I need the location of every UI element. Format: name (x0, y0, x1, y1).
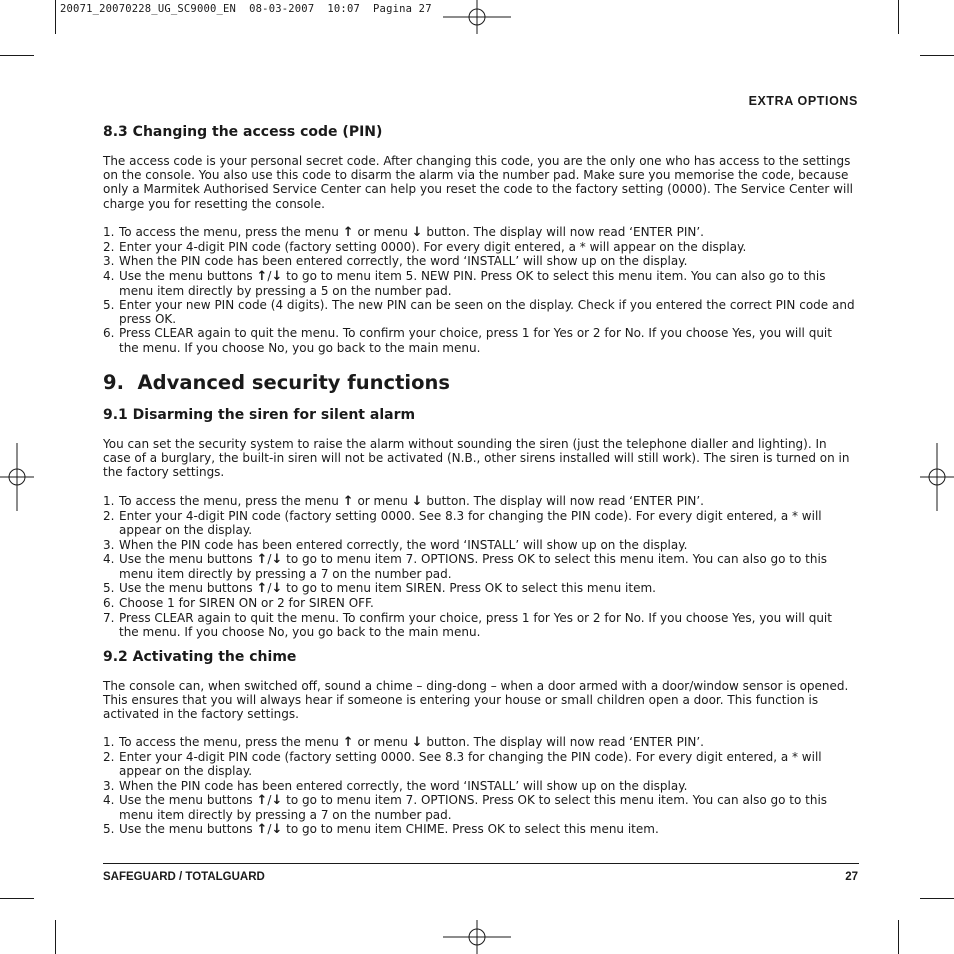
down-arrow-icon: ↓ (411, 494, 423, 509)
step-number: 3. (103, 537, 115, 552)
up-arrow-icon: ↑ (342, 225, 354, 240)
list-item (103, 552, 855, 581)
step-number: 1. (103, 225, 115, 239)
step-number: 3. (103, 254, 115, 269)
list-item (103, 611, 855, 639)
step-text: or menu (353, 225, 412, 239)
down-arrow-icon: ↓ (271, 822, 283, 838)
step-text: to go to menu item 5. NEW PIN. Press OK to select this menu item. You can also go to this menu item directly by pressing a 5 on the number pad. (119, 268, 826, 298)
section-8-3-title: 8.3 Changing the access code (PIN) (103, 124, 383, 140)
list-item (103, 254, 855, 268)
step-number: 5. (103, 581, 115, 596)
list-item (103, 793, 855, 822)
step-text: Use the menu buttons (119, 268, 257, 283)
down-arrow-icon: ↓ (271, 551, 283, 567)
step-text: to go to menu item 7. OPTIONS. Press OK to select this menu item. You can also go to this menu item directly by pressing a 7 on the number pad. (119, 792, 828, 823)
list-item (103, 596, 855, 610)
section-9-2-title: 9.2 Activating the chime (103, 649, 297, 665)
section-8-3-steps (103, 225, 855, 355)
step-number: 1. (103, 494, 115, 508)
step-text: Enter your 4-digit PIN code (factory setting 0000. See 8.3 for changing the PIN code). For every digit entered, a * will appear on the display. (119, 750, 822, 779)
step-text: to go to menu item CHIME. Press OK to select this menu item. (282, 822, 659, 837)
crop-mark (0, 55, 34, 56)
step-text: When the PIN code has been entered correctly, the word ‘INSTALL’ will show up on the display. (119, 254, 688, 269)
step-text: To access the menu, press the menu (119, 225, 343, 239)
step-text: To access the menu, press the menu (119, 494, 343, 508)
list-item (103, 735, 855, 750)
crop-mark (55, 0, 56, 34)
step-number: 4. (103, 551, 115, 566)
list-item (103, 581, 855, 596)
print-slug: 20071_20070228_UG_SC9000_EN 08-03-2007 10:07 Pagina 27 (60, 3, 432, 15)
up-arrow-icon: ↑ (342, 494, 354, 509)
down-arrow-icon: ↓ (271, 581, 283, 597)
up-arrow-icon: ↑ (256, 268, 268, 284)
step-text: Use the menu buttons (119, 581, 257, 596)
step-text: Press CLEAR again to quit the menu. To confirm your choice, press 1 for Yes or 2 for No. If you choose Yes, you will quit the menu. If you choose No, you go back to the main menu. (119, 610, 832, 639)
step-text: Enter your new PIN code (4 digits). The new PIN can be seen on the display. Check if you entered the correct PIN code and press OK. (119, 298, 855, 327)
step-text: Use the menu buttons (119, 822, 257, 837)
section-9-1-title: 9.1 Disarming the siren for silent alarm (103, 407, 416, 423)
list-item (103, 240, 855, 254)
step-text: To access the menu, press the menu (119, 735, 343, 749)
down-arrow-icon: ↓ (411, 225, 423, 240)
registration-mark-icon (443, 920, 511, 954)
page-number: 27 (845, 871, 858, 883)
list-item (103, 750, 855, 778)
step-number: 1. (103, 735, 115, 749)
registration-mark-icon (0, 443, 34, 511)
step-number: 2. (103, 509, 115, 524)
step-number: 5. (103, 298, 115, 313)
crop-mark (898, 0, 899, 34)
step-number: 2. (103, 750, 115, 765)
step-text: / (267, 792, 272, 807)
running-header: EXTRA OPTIONS (748, 94, 858, 108)
list-item (103, 298, 855, 326)
list-item (103, 538, 855, 552)
step-text: / (267, 581, 272, 596)
up-arrow-icon: ↑ (256, 792, 268, 808)
step-text: When the PIN code has been entered correctly, the word ‘INSTALL’ will show up on the display. (119, 778, 688, 793)
crop-mark (55, 920, 56, 954)
step-text: / (267, 551, 272, 566)
step-number: 6. (103, 326, 115, 341)
list-item (103, 494, 855, 509)
step-text: / (267, 822, 272, 837)
list-item (103, 822, 855, 837)
up-arrow-icon: ↑ (256, 581, 268, 597)
step-text: Choose 1 for SIREN ON or 2 for SIREN OFF. (119, 596, 374, 611)
step-text: / (267, 268, 272, 283)
list-item (103, 269, 855, 298)
registration-mark-icon (920, 443, 954, 511)
step-text: button. The display will now read ‘ENTER PIN’. (422, 225, 704, 239)
down-arrow-icon: ↓ (271, 792, 283, 808)
section-9-1-intro: You can set the security system to raise the alarm without sounding the siren (just the telephone dialler and lighting). In case of a burglary, the built-in siren will not be activated (N.B., other sirens installed will still work). The siren is turned on in the factory settings. (103, 437, 850, 480)
down-arrow-icon: ↓ (411, 735, 423, 750)
list-item (103, 509, 855, 537)
section-9-2-steps (103, 735, 855, 837)
registration-mark-icon (443, 0, 511, 34)
list-item (103, 225, 855, 240)
up-arrow-icon: ↑ (256, 822, 268, 838)
crop-mark (920, 55, 954, 56)
crop-mark (898, 920, 899, 954)
step-text: or menu (353, 735, 412, 749)
up-arrow-icon: ↑ (256, 551, 268, 567)
section-9-2-intro: The console can, when switched off, sound a chime – ding-dong – when a door armed with a door/window sensor is opened. This ensures that you will always hear if someone is entering your house or small children open a door. This function is activated in the factory settings. (103, 679, 849, 722)
step-number: 4. (103, 792, 115, 807)
footer-title: SAFEGUARD / TOTALGUARD (103, 871, 265, 883)
list-item (103, 779, 855, 793)
step-text: When the PIN code has been entered correctly, the word ‘INSTALL’ will show up on the display. (119, 537, 688, 552)
step-number: 3. (103, 778, 115, 793)
step-number: 4. (103, 268, 115, 283)
up-arrow-icon: ↑ (342, 735, 354, 750)
step-text: to go to menu item 7. OPTIONS. Press OK to select this menu item. You can also go to this menu item directly by pressing a 7 on the number pad. (119, 551, 828, 582)
step-number: 5. (103, 822, 115, 837)
down-arrow-icon: ↓ (271, 268, 283, 284)
step-text: Enter your 4-digit PIN code (factory setting 0000). For every digit entered, a * will appear on the display. (119, 240, 747, 255)
step-number: 7. (103, 610, 115, 625)
step-text: button. The display will now read ‘ENTER PIN’. (422, 494, 704, 508)
step-number: 6. (103, 596, 115, 611)
crop-mark (0, 898, 34, 899)
step-text: Enter your 4-digit PIN code (factory setting 0000. See 8.3 for changing the PIN code). For every digit entered, a * will appear on the display. (119, 509, 822, 538)
crop-mark (920, 898, 954, 899)
step-number: 2. (103, 240, 115, 255)
chapter-9-title: 9. Advanced security functions (103, 371, 450, 394)
section-8-3-intro: The access code is your personal secret code. After changing this code, you are the only one who has access to the settings on the console. You also use this code to disarm the alarm via the number pad. Make sure you memorise the code, because only a Marmitek Authorised Service Center can help you reset the code to the factory setting (0000). The Service Center will charge you for resetting the console. (103, 154, 853, 211)
step-text: Use the menu buttons (119, 792, 257, 807)
step-text: or menu (353, 494, 412, 508)
step-text: Use the menu buttons (119, 551, 257, 566)
step-text: to go to menu item SIREN. Press OK to select this menu item. (282, 581, 656, 596)
list-item (103, 326, 855, 354)
footer-rule (103, 863, 859, 864)
step-text: button. The display will now read ‘ENTER PIN’. (422, 735, 704, 749)
section-9-1-steps (103, 494, 855, 639)
step-text: Press CLEAR again to quit the menu. To confirm your choice, press 1 for Yes or 2 for No. If you choose Yes, you will quit the menu. If you choose No, you go back to the main menu. (119, 326, 832, 355)
